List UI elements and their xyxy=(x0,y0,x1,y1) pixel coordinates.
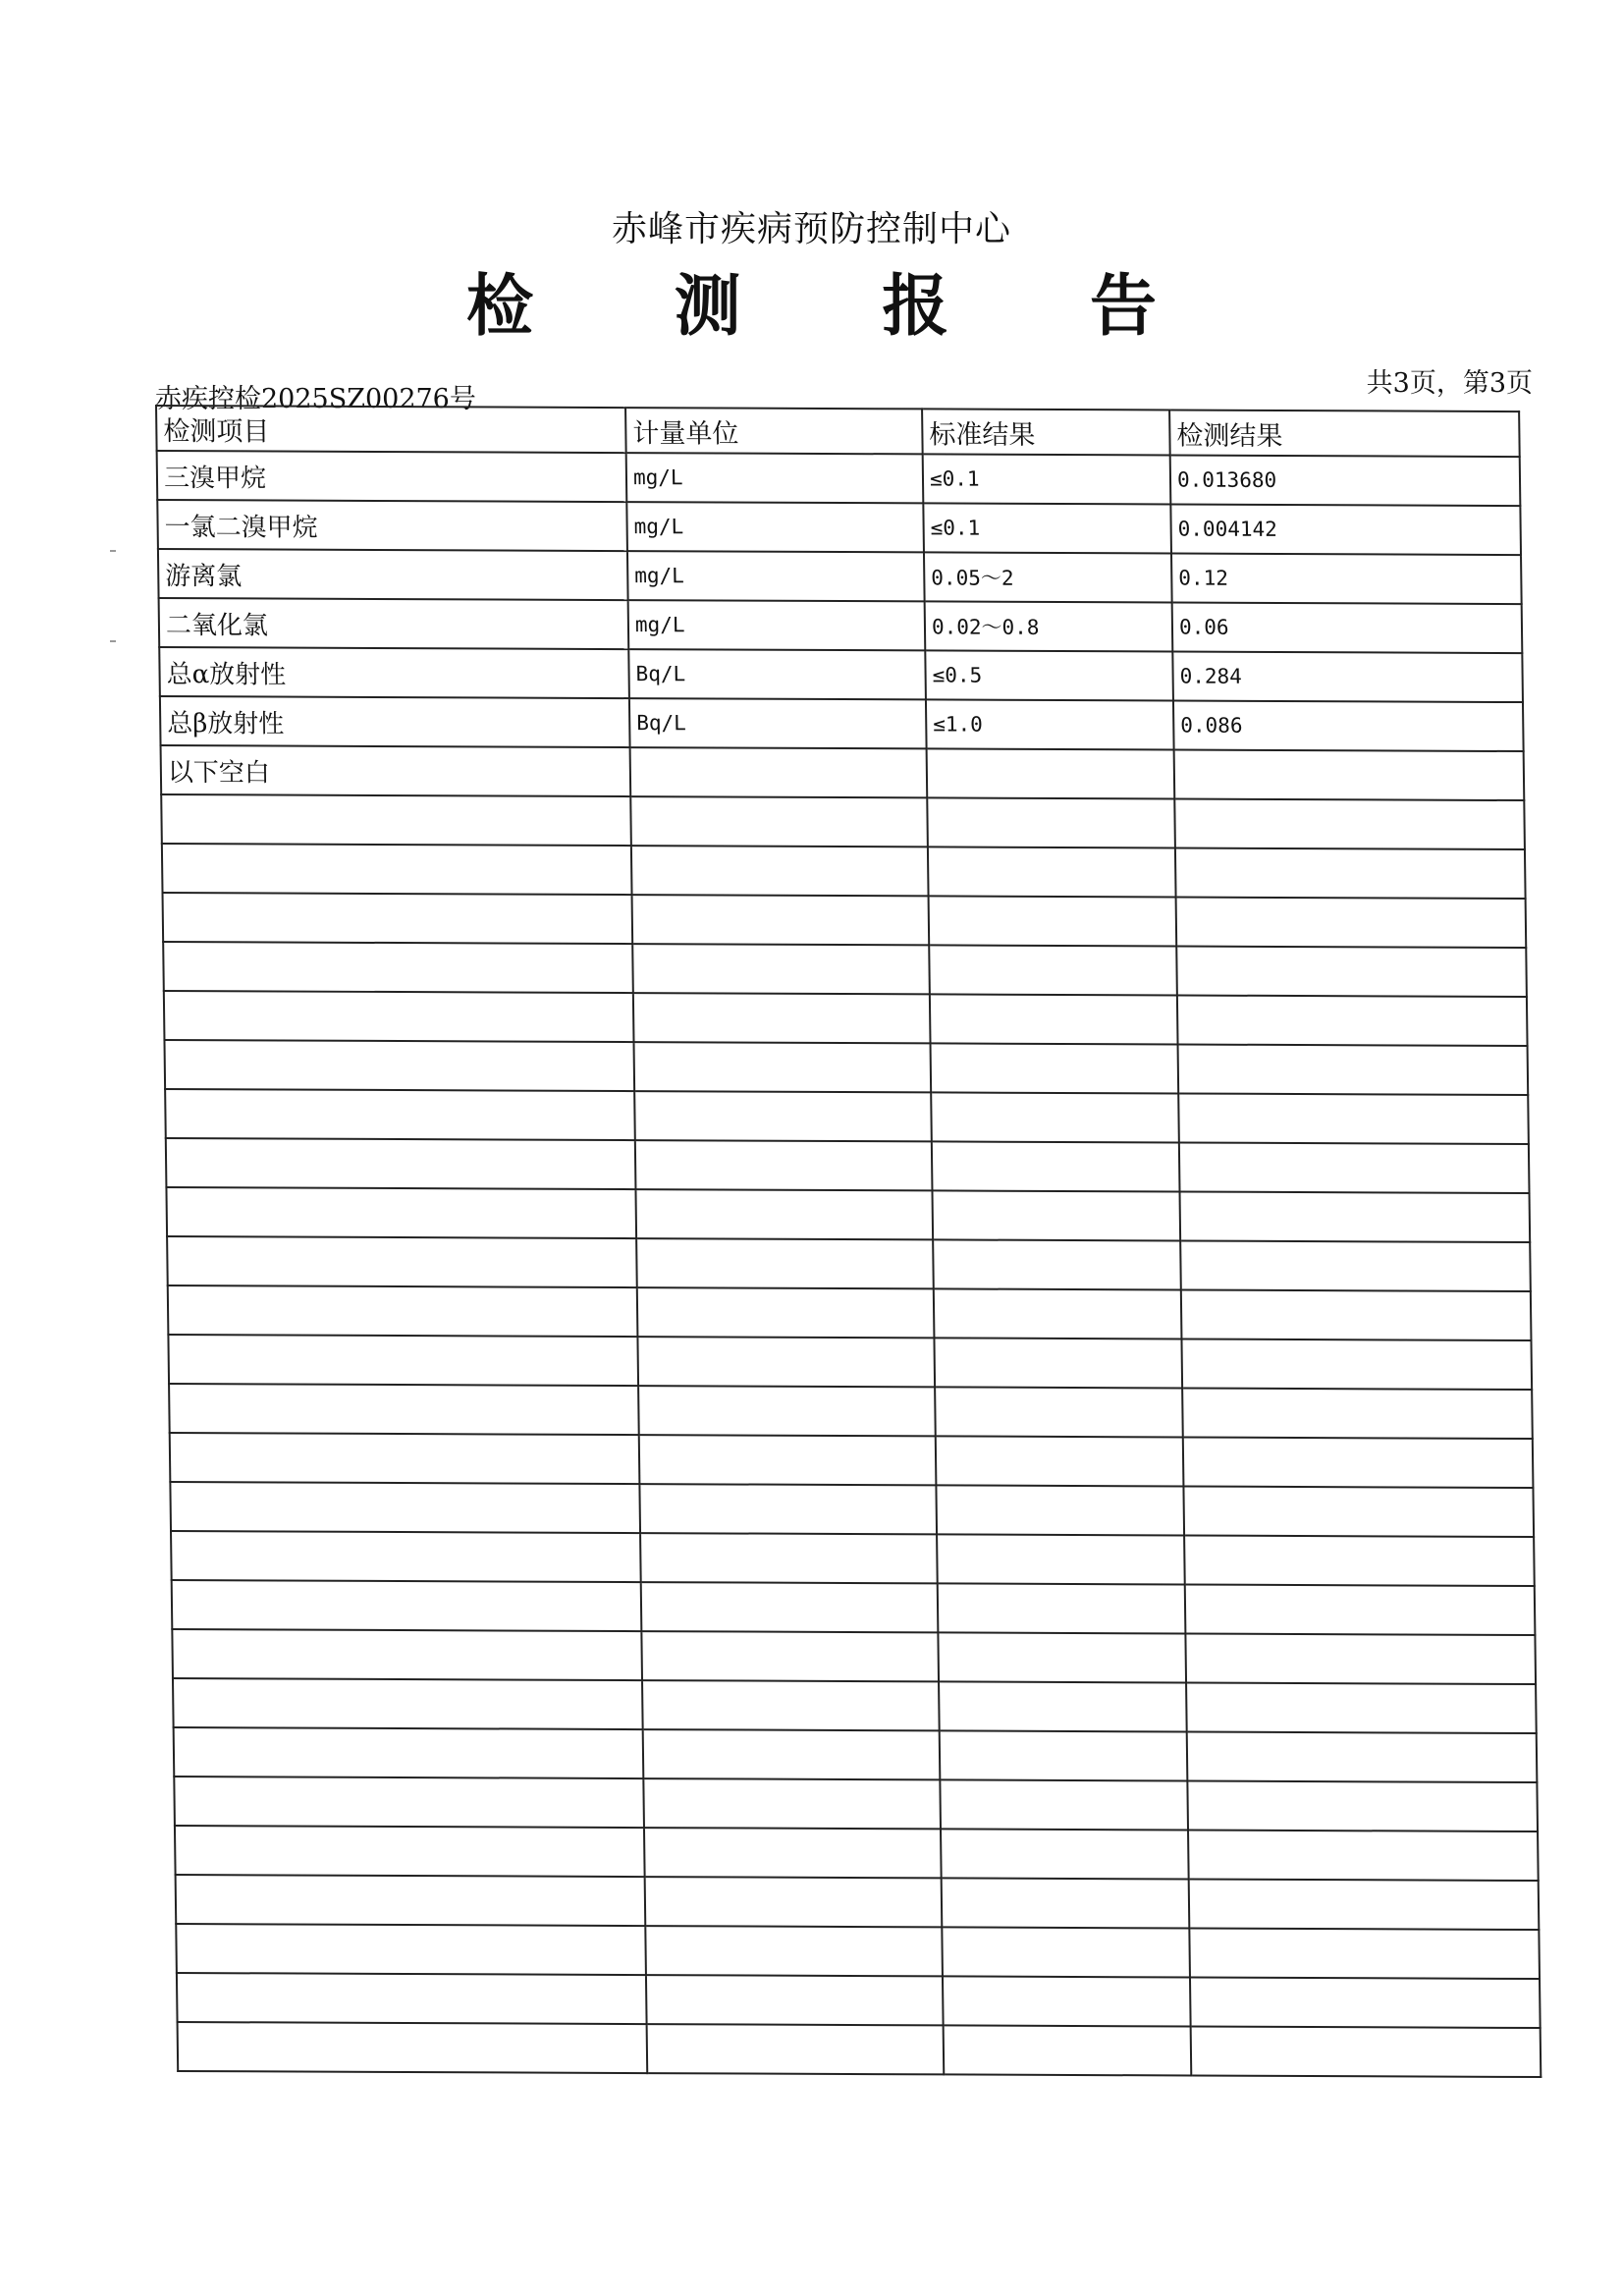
blank-row xyxy=(168,1335,1532,1390)
empty-cell xyxy=(170,1433,640,1484)
result-cell: 0.284 xyxy=(1172,652,1523,703)
empty-cell xyxy=(938,1583,1186,1633)
empty-cell xyxy=(641,1582,939,1632)
empty-cell xyxy=(1183,1486,1534,1537)
standard-cell: 0.02～0.8 xyxy=(925,601,1173,651)
blank-row xyxy=(163,893,1527,948)
blank-note-row xyxy=(161,745,1525,800)
blank-row xyxy=(174,1777,1538,1831)
empty-cell xyxy=(929,945,1177,995)
empty-cell xyxy=(171,1531,641,1582)
empty-cell xyxy=(931,1092,1179,1142)
empty-cell xyxy=(927,797,1175,847)
scan-mark xyxy=(110,550,116,552)
empty-cell xyxy=(1180,1191,1531,1242)
empty-cell xyxy=(639,1484,937,1534)
empty-cell xyxy=(167,1236,637,1287)
empty-cell xyxy=(645,1926,943,1976)
result-cell: 0.013680 xyxy=(1170,456,1521,507)
empty-cell xyxy=(931,1043,1179,1093)
empty-cell xyxy=(934,1338,1182,1388)
table-row xyxy=(160,696,1524,751)
standard-cell: ≤0.5 xyxy=(925,650,1173,700)
empty-cell xyxy=(932,1190,1180,1240)
empty-cell xyxy=(164,1040,634,1091)
empty-cell xyxy=(938,1632,1186,1682)
empty-cell xyxy=(937,1534,1185,1584)
table-row xyxy=(158,549,1522,604)
blank-row xyxy=(171,1531,1535,1586)
empty-cell xyxy=(166,1187,636,1238)
empty-cell xyxy=(632,895,930,945)
empty-cell xyxy=(936,1485,1184,1535)
empty-cell xyxy=(639,1435,937,1485)
empty-cell xyxy=(934,1288,1182,1339)
empty-cell xyxy=(163,893,633,944)
table-row xyxy=(159,647,1523,702)
empty-cell xyxy=(1189,1879,1540,1930)
blank-row xyxy=(177,1973,1541,2028)
blank-row xyxy=(172,1580,1536,1635)
empty-cell xyxy=(932,1141,1180,1191)
blank-row xyxy=(166,1138,1530,1193)
empty-cell xyxy=(1187,1780,1538,1831)
table-row xyxy=(159,598,1523,653)
empty-cell xyxy=(178,2022,648,2073)
result-cell: 0.004142 xyxy=(1170,505,1521,556)
empty-cell xyxy=(1189,1928,1540,1979)
table-header-row xyxy=(156,406,1520,457)
empty-cell xyxy=(1186,1682,1537,1733)
blank-row xyxy=(161,794,1525,849)
empty-cell xyxy=(940,1730,1188,1780)
empty-cell xyxy=(175,1826,645,1877)
empty-cell xyxy=(637,1337,935,1387)
empty-cell xyxy=(636,1238,934,1288)
empty-cell xyxy=(1185,1633,1536,1684)
empty-cell xyxy=(172,1580,642,1631)
empty-cell xyxy=(1174,799,1525,850)
column-header-item: 检测项目 xyxy=(156,406,626,453)
empty-cell xyxy=(641,1631,939,1681)
empty-cell xyxy=(173,1678,643,1729)
empty-cell xyxy=(1174,750,1525,801)
empty-cell xyxy=(176,1924,646,1975)
blank-row xyxy=(175,1826,1539,1881)
empty-cell xyxy=(632,944,930,994)
blank-row xyxy=(164,1040,1528,1095)
standard-cell: ≤1.0 xyxy=(926,699,1174,749)
item-cell: 总β放射性 xyxy=(160,696,630,747)
empty-cell xyxy=(174,1777,644,1828)
empty-cell xyxy=(943,1976,1191,2026)
empty-cell xyxy=(942,1878,1190,1928)
empty-cell xyxy=(927,748,1175,798)
empty-cell xyxy=(177,1973,647,2024)
scan-mark xyxy=(110,640,116,642)
empty-cell xyxy=(1180,1240,1531,1291)
blank-row xyxy=(169,1384,1533,1439)
empty-cell xyxy=(163,942,633,993)
empty-cell xyxy=(176,1875,646,1926)
empty-cell xyxy=(168,1335,638,1386)
item-cell: 总α放射性 xyxy=(159,647,629,698)
empty-cell xyxy=(643,1729,941,1779)
empty-cell xyxy=(1176,947,1527,998)
empty-cell xyxy=(1187,1731,1538,1782)
empty-cell xyxy=(1184,1535,1535,1586)
unit-cell: mg/L xyxy=(626,502,924,552)
page-info: 共3页，第3页 xyxy=(1366,368,1533,399)
empty-cell xyxy=(172,1629,642,1680)
blank-row xyxy=(165,1089,1529,1144)
blank-row xyxy=(174,1727,1538,1782)
empty-cell xyxy=(640,1533,938,1583)
empty-cell xyxy=(1183,1437,1534,1488)
empty-cell xyxy=(166,1138,636,1189)
empty-cell xyxy=(165,1089,635,1140)
empty-cell xyxy=(941,1829,1189,1879)
results-table xyxy=(155,405,1542,2078)
empty-cell xyxy=(939,1681,1187,1731)
empty-cell xyxy=(631,846,929,896)
empty-cell xyxy=(647,2024,945,2074)
report-title: 检 测 报 告 xyxy=(465,267,1217,346)
empty-cell xyxy=(1181,1339,1532,1390)
empty-cell xyxy=(936,1436,1184,1486)
empty-cell xyxy=(933,1239,1181,1289)
empty-cell xyxy=(162,844,632,895)
empty-cell xyxy=(170,1482,640,1533)
empty-cell xyxy=(935,1387,1183,1437)
organization-name: 赤峰市疾病预防控制中心 xyxy=(611,209,1011,249)
result-cell: 0.06 xyxy=(1172,603,1523,654)
empty-cell xyxy=(642,1680,940,1730)
blank-row xyxy=(164,991,1528,1046)
empty-cell xyxy=(161,794,631,846)
blank-row xyxy=(163,942,1527,997)
unit-cell: Bq/L xyxy=(628,649,926,699)
column-header-standard: 标准结果 xyxy=(922,409,1170,455)
empty-cell xyxy=(1188,1830,1539,1881)
empty-cell xyxy=(164,991,634,1042)
empty-cell xyxy=(928,847,1176,897)
empty-cell xyxy=(630,796,928,847)
column-header-unit: 计量单位 xyxy=(625,408,923,454)
standard-cell: ≤0.1 xyxy=(923,454,1171,504)
item-cell: 三溴甲烷 xyxy=(157,451,627,502)
blank-row xyxy=(168,1285,1532,1340)
unit-cell: mg/L xyxy=(627,551,925,601)
result-cell: 0.12 xyxy=(1171,554,1522,605)
standard-cell: ≤0.1 xyxy=(923,503,1171,553)
empty-cell xyxy=(645,1877,943,1927)
table-row xyxy=(157,451,1521,506)
empty-cell xyxy=(1185,1584,1536,1635)
empty-cell xyxy=(174,1727,644,1778)
blank-row xyxy=(178,2022,1542,2077)
empty-cell xyxy=(169,1384,639,1435)
result-cell: 0.086 xyxy=(1173,701,1524,752)
blank-row xyxy=(176,1924,1540,1979)
empty-cell xyxy=(929,896,1177,946)
empty-cell xyxy=(630,747,928,797)
empty-cell xyxy=(635,1189,933,1239)
empty-cell xyxy=(635,1140,933,1190)
empty-cell xyxy=(1176,898,1527,949)
empty-cell xyxy=(643,1778,941,1829)
empty-cell xyxy=(637,1287,935,1338)
empty-cell xyxy=(644,1828,942,1878)
empty-cell xyxy=(1182,1388,1533,1439)
column-header-result: 检测结果 xyxy=(1169,410,1520,458)
blank-row xyxy=(167,1236,1531,1291)
empty-cell xyxy=(1175,848,1526,900)
empty-cell xyxy=(1190,1977,1541,2028)
blank-row xyxy=(173,1678,1537,1733)
empty-cell xyxy=(944,2025,1192,2075)
item-cell: 游离氯 xyxy=(158,549,628,600)
item-cell: 一氯二溴甲烷 xyxy=(157,500,627,551)
standard-cell: 0.05～2 xyxy=(924,552,1172,602)
empty-cell xyxy=(1191,2026,1542,2077)
item-cell: 二氧化氯 xyxy=(159,598,629,649)
empty-cell xyxy=(638,1386,936,1436)
empty-cell xyxy=(940,1779,1188,1830)
empty-cell xyxy=(634,1091,932,1141)
blank-row xyxy=(166,1187,1530,1242)
empty-cell xyxy=(1178,1094,1529,1145)
blank-row xyxy=(172,1629,1536,1684)
empty-cell xyxy=(1177,996,1528,1047)
unit-cell: mg/L xyxy=(628,600,926,650)
empty-cell xyxy=(1178,1045,1529,1096)
empty-cell xyxy=(168,1285,638,1337)
empty-cell xyxy=(634,1042,932,1092)
empty-cell xyxy=(930,994,1178,1044)
unit-cell: mg/L xyxy=(626,453,924,503)
report-number: 赤疾控检2025SZ00276号 xyxy=(155,384,476,414)
empty-cell xyxy=(1179,1143,1530,1194)
table-row xyxy=(157,500,1521,555)
blank-row xyxy=(170,1433,1534,1488)
blank-row xyxy=(176,1875,1540,1930)
empty-cell xyxy=(1181,1289,1532,1340)
empty-cell xyxy=(633,993,931,1043)
unit-cell: Bq/L xyxy=(629,698,927,748)
blank-row xyxy=(170,1482,1534,1537)
blank-row xyxy=(162,844,1526,899)
empty-cell xyxy=(646,1975,944,2025)
blank-note: 以下空白 xyxy=(161,745,631,796)
empty-cell xyxy=(942,1927,1190,1977)
